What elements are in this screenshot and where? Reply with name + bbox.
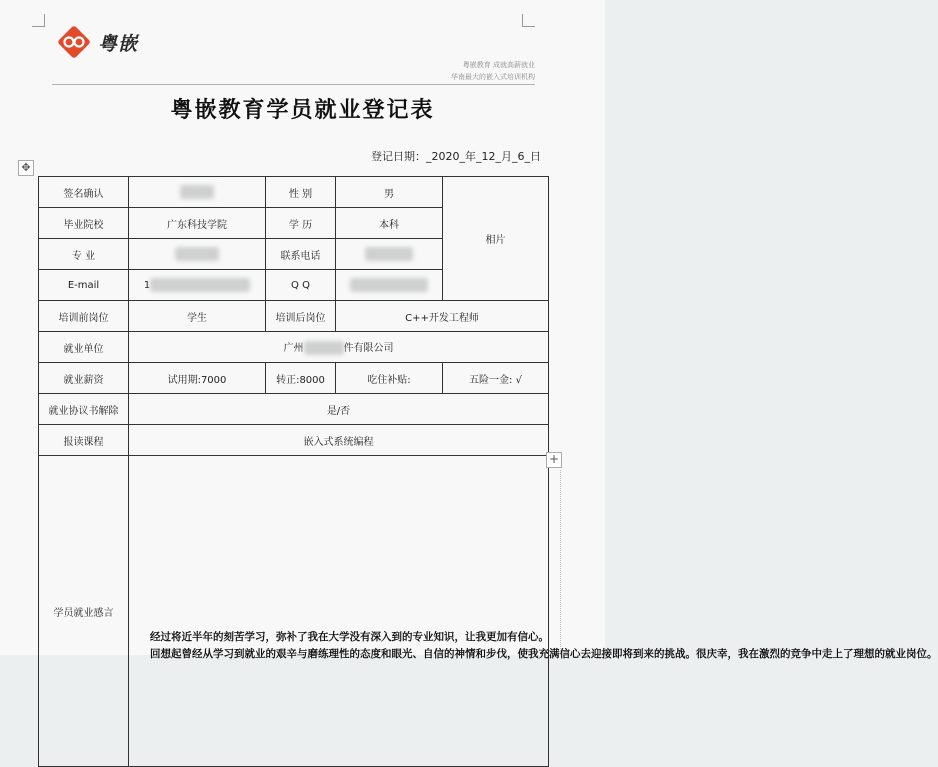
crop-mark-top-left <box>32 14 45 27</box>
table-row <box>39 332 549 363</box>
probation-salary: 试用期:7000 <box>129 363 266 394</box>
agreement-value: 是/否 <box>129 394 549 425</box>
employer-prefix: 广州 <box>283 343 304 354</box>
gender-label: 性 别 <box>266 177 336 208</box>
registration-date: 登记日期：_2020_年_12_月_6_日 <box>371 150 541 163</box>
gender-value: 男 <box>336 177 443 208</box>
table-row <box>39 363 549 394</box>
crop-mark-top-right <box>522 14 535 27</box>
header-rule <box>52 84 535 85</box>
feedback-spacer <box>129 559 548 629</box>
school-label: 毕业院校 <box>39 208 129 239</box>
redacted-qq <box>350 278 428 292</box>
employer-value <box>129 332 549 363</box>
tagline-line-1: 粤嵌教育 成就高薪就业 <box>462 61 535 69</box>
sign-label: 签名确认 <box>39 177 129 208</box>
feedback-paragraph-2: 回想起曾经从学习到就业的艰辛与磨练理性的态度和眼光、自信的神情和步伐，使我充满信心去迎接即将到来的挑战。很庆幸，我在激烈的竞争中走上了理想的就业岗位。 <box>150 648 938 660</box>
post-position-value: C++开发工程师 <box>336 301 549 332</box>
page-title: 粤嵌教育学员就业登记表 <box>170 98 435 123</box>
redacted-signature <box>180 185 214 199</box>
regular-salary: 转正:8000 <box>266 363 336 394</box>
table-row <box>39 425 549 456</box>
employer-suffix: 件有限公司 <box>343 343 394 354</box>
education-value: 本科 <box>336 208 443 239</box>
post-position-label: 培训后岗位 <box>266 301 336 332</box>
agreement-label: 就业协议书解除 <box>39 394 129 425</box>
brand-logo-icon <box>54 22 94 62</box>
phone-value <box>336 239 443 270</box>
allowance: 吃住补贴: <box>336 363 443 394</box>
registration-table <box>38 176 938 767</box>
course-value: 嵌入式系统编程 <box>129 425 549 456</box>
table-move-icon[interactable]: ✥ <box>18 160 34 176</box>
feedback-paragraph-1: 经过将近半年的刻苦学习，弥补了我在大学没有深入到的专业知识，让我更加有信心。 <box>150 631 549 643</box>
sign-value <box>129 177 266 208</box>
salary-label: 就业薪资 <box>39 363 129 394</box>
redacted-phone <box>365 247 413 261</box>
email-value <box>129 270 266 301</box>
feedback-value <box>129 456 938 767</box>
qq-value <box>336 270 443 301</box>
photo-cell: 相片 <box>443 177 549 301</box>
pre-position-label: 培训前岗位 <box>39 301 129 332</box>
feedback-text <box>129 629 938 663</box>
education-label: 学 历 <box>266 208 336 239</box>
margin-guide <box>560 470 561 655</box>
table-row <box>39 177 549 208</box>
insurance: 五险一金: √ <box>443 363 549 394</box>
feedback-label: 学员就业感言 <box>39 456 129 767</box>
major-value <box>129 239 266 270</box>
school-value: 广东科技学院 <box>129 208 266 239</box>
email-prefix: 1 <box>143 280 151 291</box>
table-row <box>39 394 549 425</box>
redacted-email <box>150 278 250 292</box>
table-row <box>39 301 549 332</box>
qq-label: Q Q <box>266 270 336 301</box>
employer-label: 就业单位 <box>39 332 129 363</box>
redacted-major <box>175 247 219 261</box>
add-row-icon[interactable]: + <box>546 452 562 468</box>
tagline-line-2: 华南最大的嵌入式培训机构 <box>451 73 535 81</box>
phone-label: 联系电话 <box>266 239 336 270</box>
email-label: E-mail <box>39 270 129 301</box>
pre-position-value: 学生 <box>129 301 266 332</box>
brand-logo <box>54 22 138 62</box>
course-label: 报读课程 <box>39 425 129 456</box>
header-tagline <box>451 59 535 83</box>
major-label: 专 业 <box>39 239 129 270</box>
table-row <box>39 456 549 767</box>
brand-name: 粤嵌 <box>98 32 139 55</box>
redacted-employer <box>304 341 344 355</box>
